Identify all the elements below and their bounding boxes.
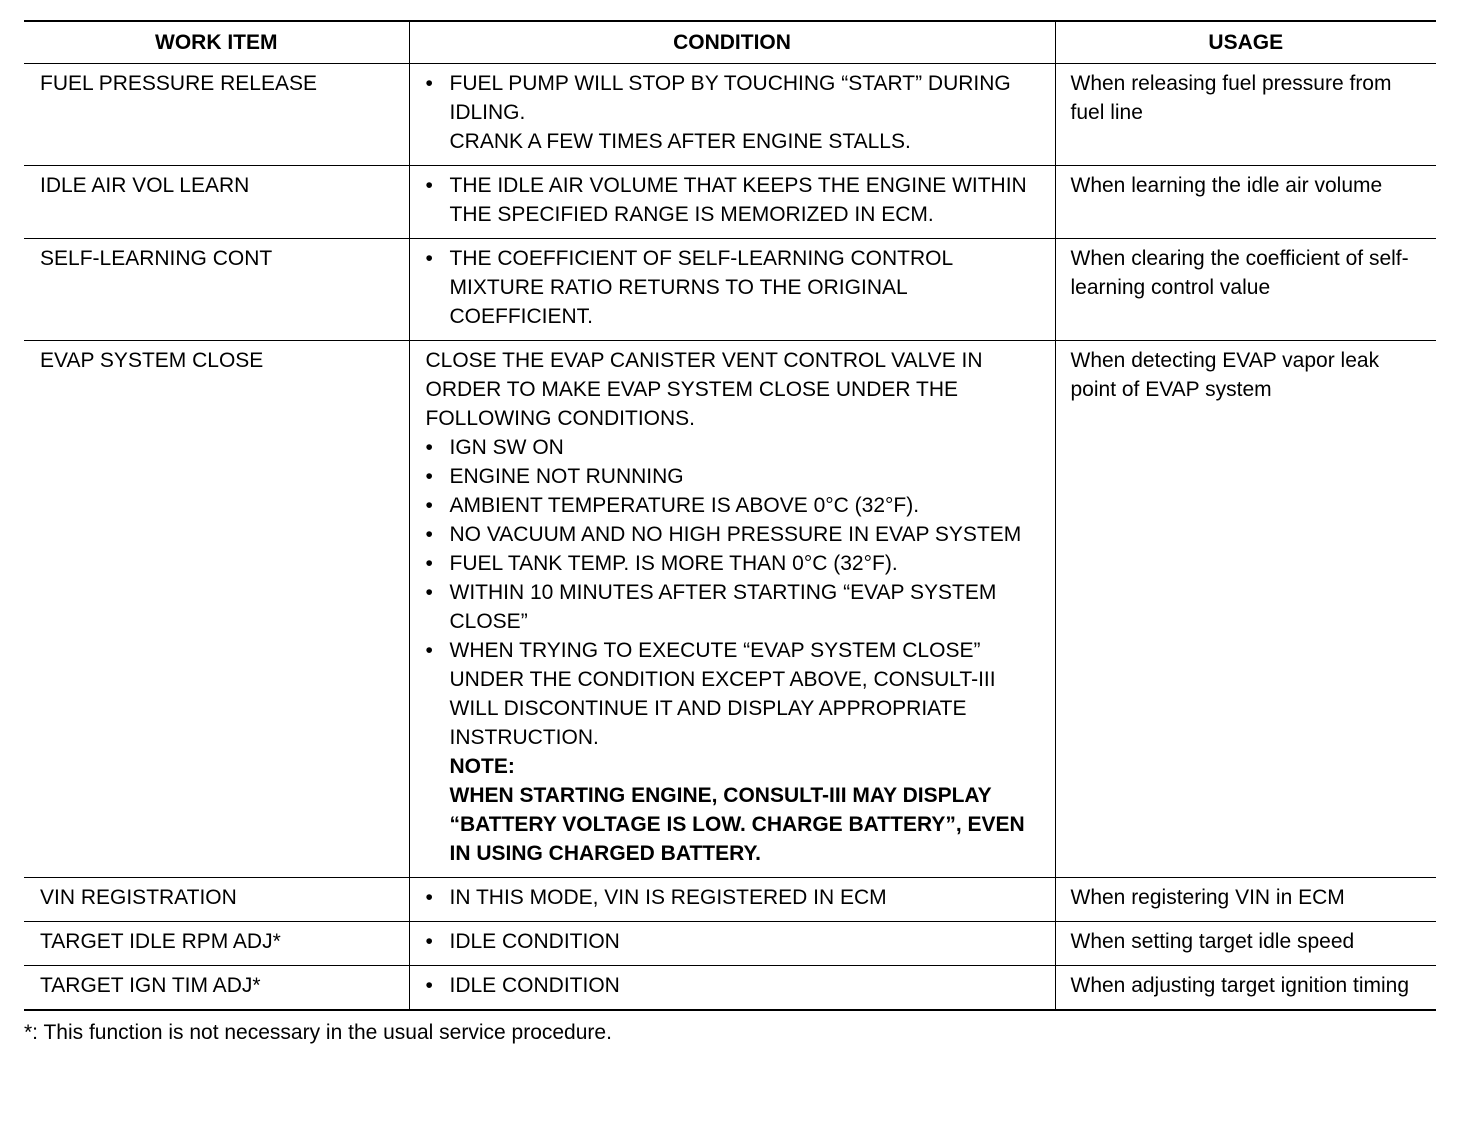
condition-cell [409, 64, 1055, 166]
table-header-row [24, 21, 1436, 64]
condition-bullet [426, 549, 1041, 578]
usage-cell: When setting target idle speed [1055, 922, 1436, 966]
header-usage: USAGE [1055, 21, 1436, 64]
condition-text: WITHIN 10 MINUTES AFTER STARTING “EVAP SYSTEM CLOSE” [449, 581, 997, 633]
note-text: WHEN STARTING ENGINE, CONSULT-III MAY DISPLAY “BATTERY VOLTAGE IS LOW. CHARGE BATTERY”, EVEN IN USING CHARGED BATTERY. [449, 784, 1025, 865]
condition-cell [409, 341, 1055, 878]
usage-cell: When learning the idle air volume [1055, 166, 1436, 239]
table-row [24, 64, 1436, 166]
condition-list [426, 433, 1041, 868]
condition-bullet [426, 244, 1041, 331]
condition-text: THE COEFFICIENT OF SELF-LEARNING CONTROL MIXTURE RATIO RETURNS TO THE ORIGINAL COEFFICIENT. [449, 247, 953, 328]
condition-text: NO VACUUM AND NO HIGH PRESSURE IN EVAP SYSTEM [449, 523, 1022, 546]
header-work-item: WORK ITEM [24, 21, 409, 64]
work-item-cell: FUEL PRESSURE RELEASE [24, 64, 409, 166]
condition-cell [409, 239, 1055, 341]
condition-bullet [426, 462, 1041, 491]
condition-bullet [426, 171, 1041, 229]
condition-bullet [426, 636, 1041, 868]
condition-cell [409, 922, 1055, 966]
work-item-cell: TARGET IDLE RPM ADJ* [24, 922, 409, 966]
condition-bullet [426, 927, 1041, 956]
condition-cell [409, 878, 1055, 922]
condition-text: IDLE CONDITION [449, 930, 620, 953]
work-item-cell: IDLE AIR VOL LEARN [24, 166, 409, 239]
condition-list [426, 971, 1041, 1000]
condition-bullet [426, 578, 1041, 636]
condition-list [426, 69, 1041, 156]
table-row [24, 922, 1436, 966]
condition-text: WHEN TRYING TO EXECUTE “EVAP SYSTEM CLOSE” UNDER THE CONDITION EXCEPT ABOVE, CONSULT-III WILL DISCONTINUE IT AND DISPLAY APPROPRIATE INSTRUCTION. [449, 639, 996, 749]
condition-text: AMBIENT TEMPERATURE IS ABOVE 0°C (32°F). [449, 494, 920, 517]
usage-cell: When detecting EVAP vapor leak point of EVAP system [1055, 341, 1436, 878]
usage-cell: When adjusting target ignition timing [1055, 966, 1436, 1011]
usage-cell: When registering VIN in ECM [1055, 878, 1436, 922]
table-row [24, 239, 1436, 341]
condition-cell [409, 966, 1055, 1011]
work-support-page [24, 20, 1436, 1047]
condition-text: IDLE CONDITION [449, 974, 620, 997]
table-row [24, 878, 1436, 922]
condition-list [426, 927, 1041, 956]
condition-bullet [426, 883, 1041, 912]
condition-bullet [426, 69, 1041, 156]
usage-cell: When releasing fuel pressure from fuel line [1055, 64, 1436, 166]
condition-text: IN THIS MODE, VIN IS REGISTERED IN ECM [449, 886, 887, 909]
footnote: *: This function is not necessary in the usual service procedure. [24, 1021, 612, 1044]
usage-cell: When clearing the coefficient of self-learning control value [1055, 239, 1436, 341]
work-item-cell: VIN REGISTRATION [24, 878, 409, 922]
condition-intro: CLOSE THE EVAP CANISTER VENT CONTROL VALVE IN ORDER TO MAKE EVAP SYSTEM CLOSE UNDER THE FOLLOWING CONDITIONS. [425, 349, 983, 430]
condition-text: IGN SW ON [449, 436, 564, 459]
condition-text: THE IDLE AIR VOLUME THAT KEEPS THE ENGINE WITHIN THE SPECIFIED RANGE IS MEMORIZED IN ECM. [449, 174, 1027, 226]
table-row [24, 166, 1436, 239]
work-item-cell: TARGET IGN TIM ADJ* [24, 966, 409, 1011]
condition-list [426, 883, 1041, 912]
table-row [24, 966, 1436, 1011]
condition-bullet [426, 520, 1041, 549]
condition-text: FUEL PUMP WILL STOP BY TOUCHING “START” DURING IDLING. CRANK A FEW TIMES AFTER ENGINE STALLS. [449, 72, 1011, 153]
condition-bullet [426, 433, 1041, 462]
table-row [24, 341, 1436, 878]
condition-list [426, 244, 1041, 331]
condition-text: FUEL TANK TEMP. IS MORE THAN 0°C (32°F). [449, 552, 898, 575]
condition-bullet [426, 971, 1041, 1000]
condition-list [426, 171, 1041, 229]
condition-cell [409, 166, 1055, 239]
work-support-table [24, 20, 1436, 1011]
work-item-cell: SELF-LEARNING CONT [24, 239, 409, 341]
condition-text: ENGINE NOT RUNNING [449, 465, 684, 488]
work-item-cell: EVAP SYSTEM CLOSE [24, 341, 409, 878]
condition-bullet [426, 491, 1041, 520]
note-label: NOTE: [449, 755, 515, 778]
header-condition: CONDITION [409, 21, 1055, 64]
